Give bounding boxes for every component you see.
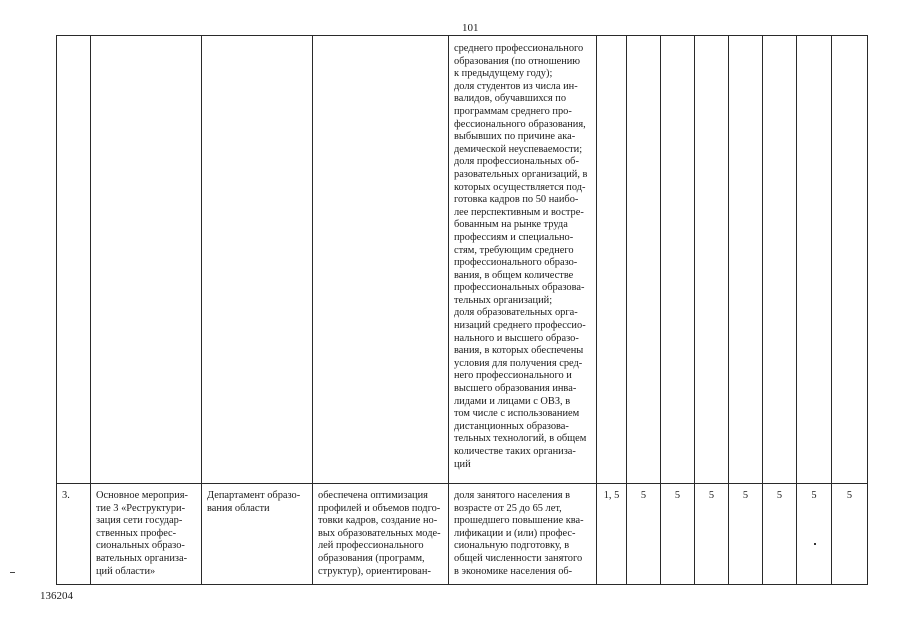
event-name: Основное мероприя- тие 3 «Реструктури- зация сети государ- ственных профес- сиональных образо- вательных организа- ций области» [91,484,202,585]
program-events-table [56,35,868,585]
number-cell [57,36,91,484]
executor-cell [202,36,313,484]
document-code: 136204 [40,590,73,602]
linked-codes: 1, 5 [597,484,627,585]
value-cell [797,36,832,484]
value-cell [661,36,695,484]
row-number: 3. [57,484,91,585]
scan-edge-mark [10,572,15,573]
table-row [57,484,868,585]
value-cell: 5 [763,484,797,585]
table-row [57,36,868,484]
value-cell [832,36,868,484]
result-cell [313,36,449,484]
value-cell: 5 [729,484,763,585]
codes-cell [597,36,627,484]
value-cell [729,36,763,484]
page-number: 101 [462,22,479,34]
scan-dot [814,543,816,545]
value-cell: 5 [832,484,868,585]
value-cell: 5 [695,484,729,585]
indicator-text: доля занятого населения в возрасте от 25 до 65 лет, прошедшего повышение ква- лификации и (или) профес- сиональную подготовку, в общей численности занятого в экономике населения об- [449,484,597,585]
value-cell: 5 [797,484,832,585]
event-cell [91,36,202,484]
value-cell: 5 [661,484,695,585]
value-cell [763,36,797,484]
executor-name: Департамент образо- вания области [202,484,313,585]
indicator-cell: среднего профессионального образования (по отношению к предыдущему году); доля студентов из числа ин- валидов, обучавшихся по программам среднего про- фессионального образования, выбывших по причине ака- демической неуспеваемости; доля профессиональных об- разовательных организаций, в которых осуществляется под- готовка кадров по 50 наибо- лее перспективным и востре- бованным на рынке труда профессиям и специально- стям, требующим среднего профессионального образо- вания, в общем количестве профессиональных образова- тельных организаций; доля образовательных орга- низаций среднего профессио- нального и высшего образо- вания, в которых обеспечены условия для получения сред- него профессионального и высшего образования инва- лидами и лицами с ОВЗ, в том числе с использованием дистанционных образова- тельных технологий, в общем количестве таких организа- ций [449,36,597,484]
value-cell: 5 [627,484,661,585]
value-cell [695,36,729,484]
expected-result: обеспечена оптимизация профилей и объемов подго- товки кадров, создание но- вых образовательных моде- лей профессионального образования (программ, структур), ориентирован- [313,484,449,585]
value-cell [627,36,661,484]
